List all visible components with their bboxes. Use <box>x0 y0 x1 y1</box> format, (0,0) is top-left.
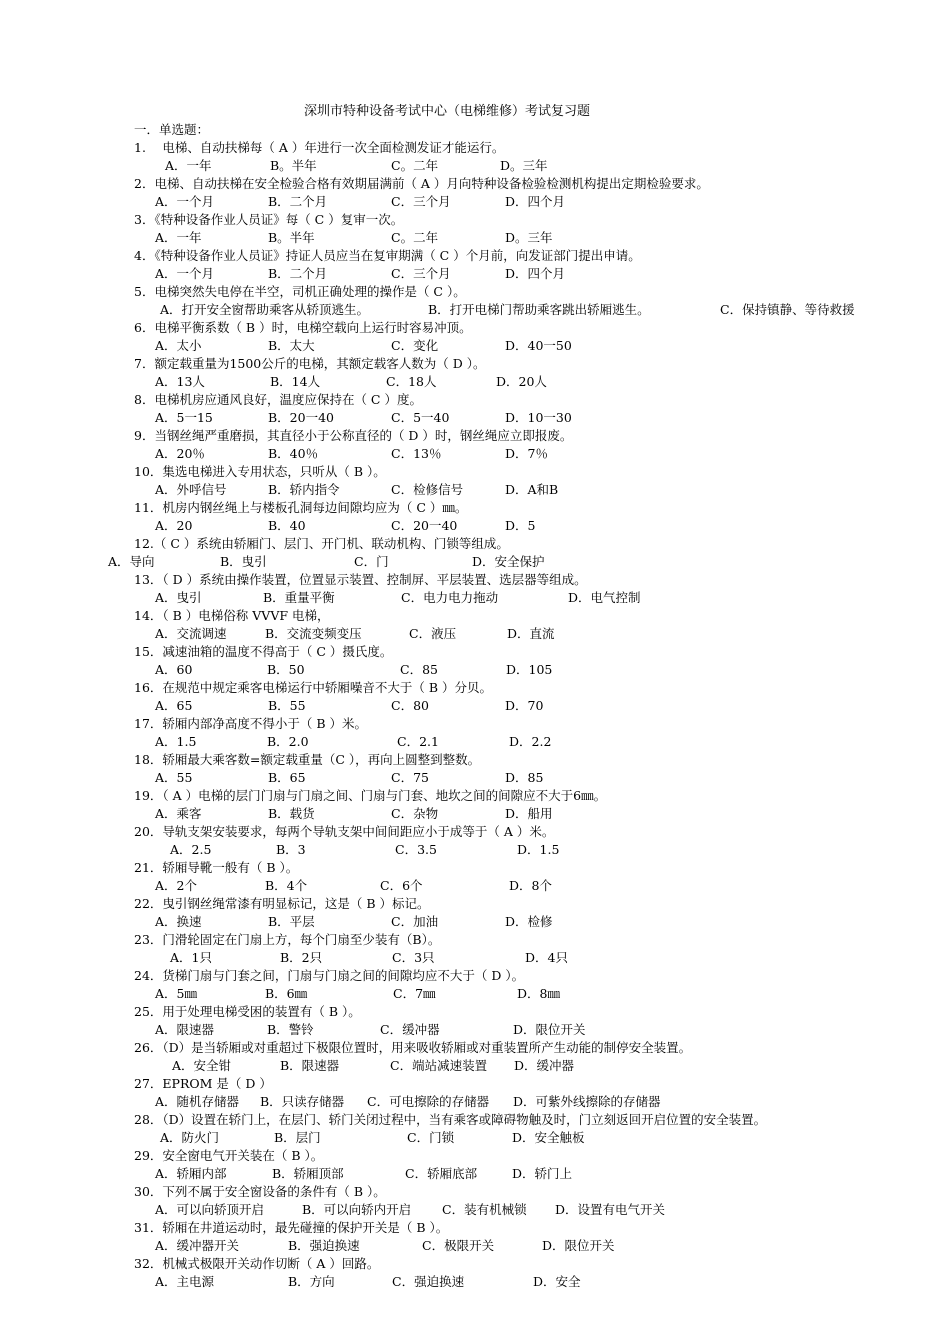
option-d: D．4只 <box>525 950 568 965</box>
option-b: B．2.0 <box>267 734 309 749</box>
option-a: A．轿厢内部 <box>155 1166 227 1181</box>
option-b: B．3 <box>276 842 306 857</box>
option-c: C．75 <box>391 770 429 785</box>
question-32: 32．机械式极限开关动作切断（ A ）回路。 <box>134 1256 380 1271</box>
option-c: C．18人 <box>386 374 437 389</box>
option-b: B．55 <box>268 698 306 713</box>
question-10: 10．集选电梯进入专用状态，只听从（ B ）。 <box>134 464 386 479</box>
option-a: A．防火门 <box>160 1130 220 1145</box>
option-d: D．限位开关 <box>513 1022 586 1037</box>
question-31: 31．轿厢在井道运动时，最先碰撞的保护开关是（ B ）。 <box>134 1220 449 1235</box>
option-a: A．打开安全窗帮助乘客从轿顶逃生。 <box>160 302 370 317</box>
option-c: C．变化 <box>391 338 439 353</box>
option-a: A．20 <box>155 518 193 533</box>
question-11: 11．机房内钢丝绳上与楼板孔洞每边间隙均应为（ C ）㎜。 <box>134 500 468 515</box>
option-b: B．6㎜ <box>265 986 308 1001</box>
option-b: B．平层 <box>268 914 315 929</box>
question-15: 15．减速油箱的温度不得高于（ C ）摄氏度。 <box>134 644 393 659</box>
question-4: 4．《特种设备作业人员证》持证人员应当在复审期满（ C ）个月前，向发证部门提出申请。 <box>134 248 641 263</box>
option-b: B．14人 <box>270 374 321 389</box>
option-a: A．主电源 <box>155 1274 215 1289</box>
option-c: C．加油 <box>391 914 439 929</box>
option-b: B．太大 <box>268 338 315 353</box>
option-d: D．轿门上 <box>512 1166 573 1181</box>
question-30: 30．下列不属于安全窗设备的条件有（ B ）。 <box>134 1184 386 1199</box>
option-a: A．安全钳 <box>172 1058 232 1073</box>
option-d: D．电气控制 <box>568 590 641 605</box>
option-b: B．二个月 <box>268 194 328 209</box>
option-b: B．40％ <box>268 446 319 461</box>
question-12: 12.（ C ）系统由轿厢门、层门、开门机、联动机构、门锁等组成。 <box>134 536 509 551</box>
option-b: B．只读存储器 <box>260 1094 345 1109</box>
option-a: A．1只 <box>170 950 212 965</box>
question-5: 5．电梯突然失电停在半空，司机正确处理的操作是（ C ）。 <box>134 284 466 299</box>
question-23: 23．门滑轮固定在门扇上方，每个门扇至少装有（B）。 <box>134 932 441 947</box>
question-2: 2．电梯、自动扶梯在安全检验合格有效期届满前（ A ）月向特种设备检验检测机构提出定期检验要求。 <box>134 176 709 191</box>
option-a: A．缓冲器开关 <box>155 1238 240 1253</box>
option-d: D．2.2 <box>509 734 552 749</box>
option-d: D．20人 <box>496 374 547 389</box>
option-c: C．液压 <box>409 626 457 641</box>
question-8: 8．电梯机房应通风良好，温度应保持在（ C ）度。 <box>134 392 422 407</box>
option-d: D．A和B <box>505 482 559 497</box>
option-a: A．5㎜ <box>155 986 197 1001</box>
option-b: B．警铃 <box>267 1022 314 1037</box>
option-d: D．85 <box>505 770 544 785</box>
question-22: 22．曳引钢丝绳常漆有明显标记，这是（ B ）标记。 <box>134 896 430 911</box>
option-c: C．5一40 <box>391 410 450 425</box>
option-b: B．2只 <box>280 950 323 965</box>
question-7: 7．额定载重量为1500公斤的电梯，其额定载客人数为（ D ）。 <box>134 356 486 371</box>
question-6: 6．电梯平衡系数（ B ）时，电梯空载向上运行时容易冲顶。 <box>134 320 472 335</box>
option-c: C．3只 <box>392 950 435 965</box>
question-14: 14．（ B ）电梯俗称 VVVF 电梯， <box>134 608 330 623</box>
option-b: B．轿厢顶部 <box>272 1166 344 1181</box>
question-9: 9．当钢丝绳严重磨损，其直径小于公称直径的（ D ）时，钢丝绳应立即报废。 <box>134 428 573 443</box>
option-b: B．打开电梯门帮助乘客跳出轿厢逃生。 <box>428 302 650 317</box>
option-a: A．可以向轿顶开启 <box>155 1202 265 1217</box>
option-d: D．检修 <box>505 914 553 929</box>
option-b: B。半年 <box>268 230 315 245</box>
option-a: A．65 <box>155 698 193 713</box>
option-c: C．三个月 <box>391 194 451 209</box>
option-a: A．5一15 <box>155 410 213 425</box>
option-c: C．缓冲器 <box>380 1022 440 1037</box>
option-d: D．直流 <box>507 626 555 641</box>
option-a: A．交流调速 <box>155 626 227 641</box>
option-c: C．2.1 <box>397 734 439 749</box>
option-a: A．一年 <box>165 158 212 173</box>
option-a: A．一个月 <box>155 266 215 281</box>
option-c: C．杂物 <box>391 806 439 821</box>
question-20: 20．导轨支架安装要求，每两个导轨支架中间间距应小于成等于（ A ）米。 <box>134 824 555 839</box>
option-c: C．强迫换速 <box>392 1274 465 1289</box>
option-d: D。三年 <box>505 230 553 245</box>
option-c: C．6个 <box>380 878 423 893</box>
option-d: D．1.5 <box>517 842 560 857</box>
option-c: C．电力电力拖动 <box>401 590 499 605</box>
option-d: D．船用 <box>505 806 553 821</box>
option-d: D．70 <box>505 698 544 713</box>
option-d: D．设置有电气开关 <box>555 1202 666 1217</box>
option-c: C．轿厢底部 <box>405 1166 478 1181</box>
option-d: D．105 <box>506 662 553 677</box>
question-25: 25．用于处理电梯受困的装置有（ B ）。 <box>134 1004 361 1019</box>
option-d: D．40一50 <box>505 338 572 353</box>
option-d: D．7％ <box>505 446 548 461</box>
question-1: 1. 电梯、自动扶梯每（ A ）年进行一次全面检测发证才能运行。 <box>134 140 505 155</box>
option-a: A．太小 <box>155 338 202 353</box>
option-d: D．8个 <box>509 878 552 893</box>
option-c: C．20一40 <box>391 518 458 533</box>
option-a: A．55 <box>155 770 193 785</box>
option-a: A．一个月 <box>155 194 215 209</box>
option-c: C。二年 <box>391 230 439 245</box>
option-c: C．3.5 <box>395 842 437 857</box>
option-a: A．2个 <box>155 878 197 893</box>
option-c: C．极限开关 <box>422 1238 495 1253</box>
option-d: D．10一30 <box>505 410 572 425</box>
option-c: C．85 <box>400 662 438 677</box>
option-b: B．交流变频变压 <box>265 626 362 641</box>
option-c: C。二年 <box>391 158 439 173</box>
option-a: A．60 <box>155 662 193 677</box>
option-b: B．曳引 <box>220 554 267 569</box>
option-d: D。三年 <box>500 158 548 173</box>
option-c: C．保持镇静、等待救援 <box>720 302 855 317</box>
option-a: A．外呼信号 <box>155 482 227 497</box>
option-a: A．换速 <box>155 914 202 929</box>
option-a: A．20％ <box>155 446 205 461</box>
option-b: B．50 <box>267 662 305 677</box>
option-c: C．端站减速装置 <box>390 1058 488 1073</box>
question-17: 17．轿厢内部净高度不得小于（ B ）米。 <box>134 716 368 731</box>
option-c: C．门锁 <box>407 1130 455 1145</box>
option-c: C．13％ <box>391 446 442 461</box>
option-c: C．检修信号 <box>391 482 464 497</box>
question-19: 19．（ A ）电梯的层门门扇与门扇之间、门扇与门套、地坎之间的间隙应不大于6㎜。 <box>134 788 607 803</box>
option-b: B．轿内指令 <box>268 482 340 497</box>
option-c: C．80 <box>391 698 429 713</box>
option-d: D．安全保护 <box>472 554 545 569</box>
option-a: A．2.5 <box>170 842 212 857</box>
question-16: 16．在规范中规定乘客电梯运行中轿厢噪音不大于（ B ）分贝。 <box>134 680 493 695</box>
question-3: 3．《特种设备作业人员证》每（ C ）复审一次。 <box>134 212 404 227</box>
option-a: A．随机存储器 <box>155 1094 240 1109</box>
option-d: D．5 <box>505 518 536 533</box>
option-c: C．门 <box>354 554 389 569</box>
option-a: A．导向 <box>108 554 155 569</box>
option-a: A．13人 <box>155 374 205 389</box>
option-d: D．安全 <box>533 1274 581 1289</box>
option-b: B．强迫换速 <box>288 1238 360 1253</box>
question-21: 21．轿厢导靴一般有（ B ）。 <box>134 860 299 875</box>
option-a: A．曳引 <box>155 590 202 605</box>
question-18: 18．轿厢最大乘客数=额定载重量（C ），再向上圆整到整数。 <box>134 752 481 767</box>
question-27: 27．EPROM 是（ D ） <box>134 1076 272 1091</box>
option-b: B．层门 <box>274 1130 321 1145</box>
option-d: D．四个月 <box>505 194 566 209</box>
option-b: B．65 <box>268 770 306 785</box>
question-26: 26．（D）是当轿厢或对重超过下极限位置时，用来吸收轿厢或对重装置所产生动能的制停安全装置。 <box>134 1040 692 1055</box>
option-c: C．三个月 <box>391 266 451 281</box>
option-a: A．1.5 <box>155 734 197 749</box>
option-c: C．装有机械锁 <box>442 1202 527 1217</box>
option-b: B．重量平衡 <box>263 590 335 605</box>
option-a: A．一年 <box>155 230 202 245</box>
option-b: B．40 <box>268 518 306 533</box>
document-title: 深圳市特种设备考试中心（电梯维修）考试复习题 <box>304 104 591 119</box>
option-d: D．安全触板 <box>512 1130 585 1145</box>
option-d: D．四个月 <box>505 266 566 281</box>
option-a: A．乘客 <box>155 806 202 821</box>
option-a: A．限速器 <box>155 1022 215 1037</box>
option-b: B．载货 <box>268 806 315 821</box>
section-heading: 一．单选题： <box>134 122 210 137</box>
option-d: D．8㎜ <box>517 986 560 1001</box>
question-29: 29．安全窗电气开关装在（ B ）。 <box>134 1148 324 1163</box>
option-b: B．限速器 <box>280 1058 340 1073</box>
option-c: C．7㎜ <box>393 986 436 1001</box>
option-b: B．可以向轿内开启 <box>302 1202 412 1217</box>
option-d: D．缓冲器 <box>514 1058 575 1073</box>
question-13: 13．（ D ）系统由操作装置，位置显示装置、控制屏、平层装置、选层器等组成。 <box>134 572 587 587</box>
option-d: D．可紫外线擦除的存储器 <box>513 1094 661 1109</box>
option-b: B．方向 <box>288 1274 335 1289</box>
question-24: 24．货梯门扇与门套之间，门扇与门扇之间的间隙均应不大于（ D ）。 <box>134 968 525 983</box>
option-d: D．限位开关 <box>542 1238 615 1253</box>
option-b: B．二个月 <box>268 266 328 281</box>
option-c: C．可电擦除的存储器 <box>367 1094 490 1109</box>
option-b: B。半年 <box>270 158 317 173</box>
option-b: B．4个 <box>265 878 308 893</box>
option-b: B．20一40 <box>268 410 334 425</box>
question-28: 28．（D）设置在轿门上，在层门、轿门关闭过程中，当有乘客或障碍物触及时，门立刻返回开启位置的安全装置。 <box>134 1112 767 1127</box>
